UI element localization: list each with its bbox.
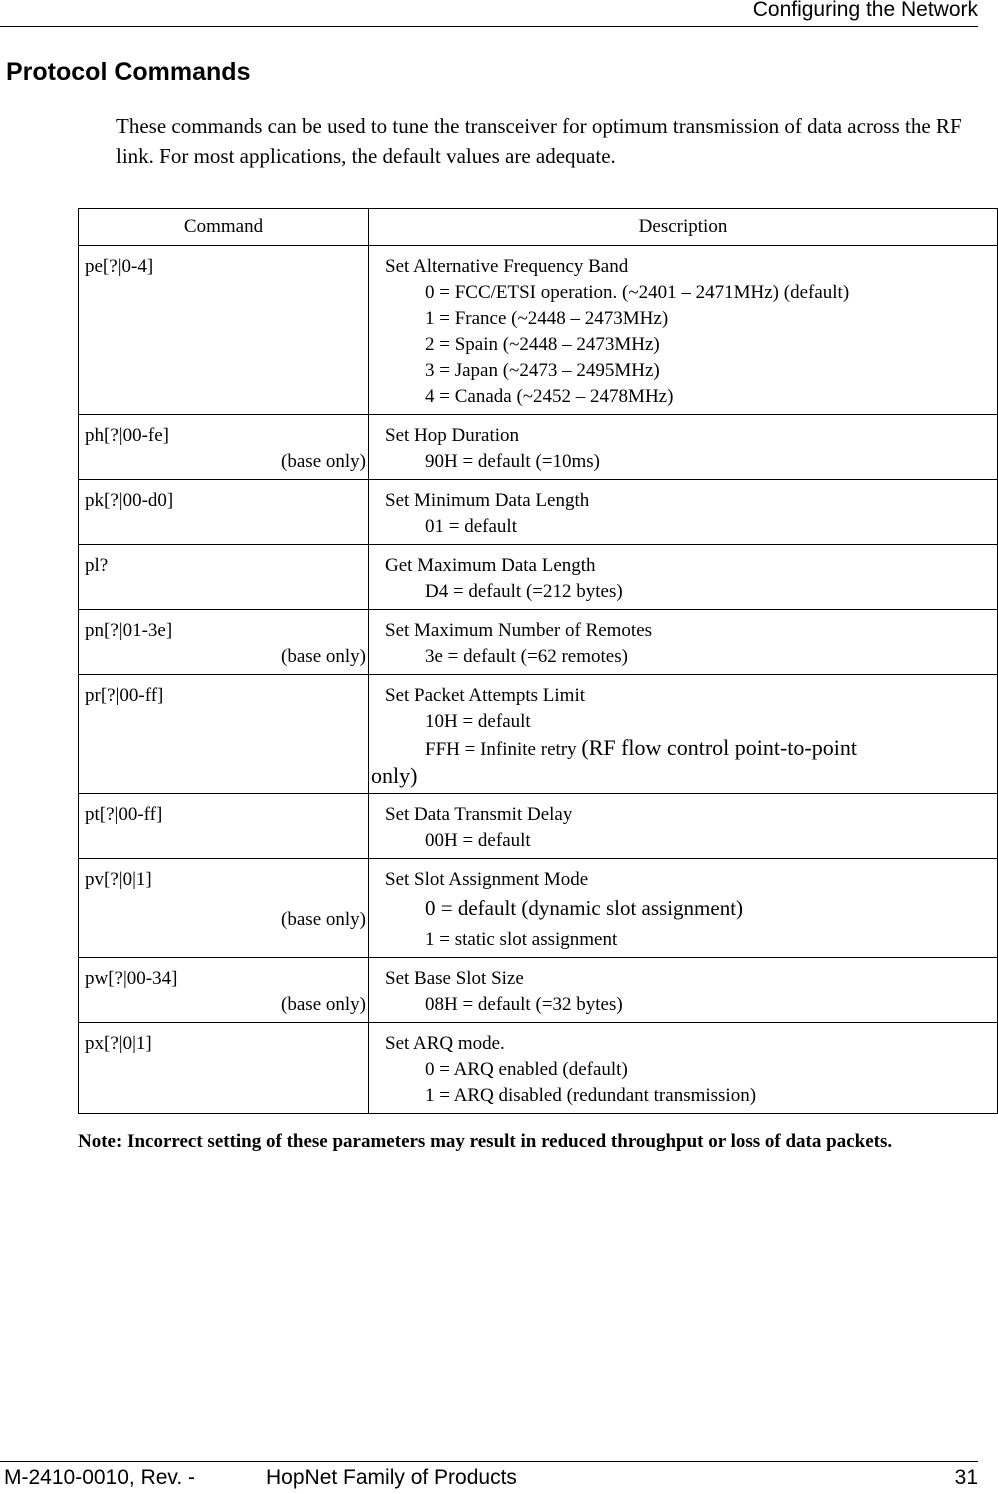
base-only-note: (base only) bbox=[281, 994, 366, 1015]
option-line: 0 = ARQ enabled (default) bbox=[425, 1059, 628, 1080]
command-name: pv[?|0|1] bbox=[85, 869, 152, 890]
description-cell bbox=[369, 610, 998, 675]
description-cell bbox=[369, 675, 998, 794]
description-title: Set Hop Duration bbox=[385, 425, 520, 446]
option-text-large: (RF flow control point-to-point bbox=[581, 735, 857, 760]
command-cell bbox=[79, 859, 369, 958]
option-line: 1 = static slot assignment bbox=[425, 929, 618, 950]
section-title: Protocol Commands bbox=[6, 58, 251, 86]
option-line: 1 = France (~2448 – 2473MHz) bbox=[425, 308, 669, 329]
option-line: D4 = default (=212 bytes) bbox=[425, 581, 623, 602]
document-id: M-2410-0010, Rev. - bbox=[4, 1466, 196, 1489]
command-name: pe[?|0-4] bbox=[85, 256, 154, 277]
command-name: pn[?|01-3e] bbox=[85, 620, 173, 641]
warning-note: Note: Incorrect setting of these parameters may result in reduced throughput or loss of data packets. bbox=[78, 1131, 893, 1152]
table-header-row bbox=[79, 209, 998, 246]
command-name: pl? bbox=[85, 555, 109, 576]
command-cell bbox=[79, 415, 369, 480]
command-cell bbox=[79, 610, 369, 675]
command-cell bbox=[79, 545, 369, 610]
option-line: 3e = default (=62 remotes) bbox=[425, 646, 628, 667]
intro-paragraph: These commands can be used to tune the transceiver for optimum transmission of data across the RF link. For most applications, the default values are adequate. bbox=[116, 114, 962, 168]
option-text: FFH = Infinite retry bbox=[425, 739, 582, 760]
description-title: Set Data Transmit Delay bbox=[385, 804, 573, 825]
description-cell bbox=[369, 415, 998, 480]
description-cell bbox=[369, 859, 998, 958]
option-line: 90H = default (=10ms) bbox=[425, 451, 600, 472]
option-line: 1 = ARQ disabled (redundant transmission) bbox=[425, 1085, 757, 1106]
description-cell bbox=[369, 958, 998, 1023]
description-title: Set Maximum Number of Remotes bbox=[385, 620, 653, 641]
table-row bbox=[79, 246, 998, 415]
footer-rule bbox=[0, 1461, 978, 1462]
table-row bbox=[79, 1023, 998, 1114]
description-cell bbox=[369, 794, 998, 859]
option-line bbox=[385, 735, 991, 763]
command-column-header: Command bbox=[79, 209, 369, 246]
command-name: px[?|0|1] bbox=[85, 1033, 152, 1054]
base-only-note: (base only) bbox=[281, 451, 366, 472]
option-line: 10H = default bbox=[425, 711, 531, 732]
running-header: Configuring the Network bbox=[752, 0, 978, 21]
table-row bbox=[79, 675, 998, 794]
product-name: HopNet Family of Products bbox=[266, 1466, 517, 1489]
description-title: Set Slot Assignment Mode bbox=[385, 869, 589, 890]
command-name: pt[?|00-ff] bbox=[85, 804, 163, 825]
protocol-commands-table bbox=[78, 208, 998, 1114]
base-only-note: (base only) bbox=[281, 909, 366, 930]
page-number: 31 bbox=[954, 1466, 978, 1489]
command-cell bbox=[79, 675, 369, 794]
command-name: pr[?|00-ff] bbox=[85, 685, 164, 706]
description-cell bbox=[369, 545, 998, 610]
description-title: Set Minimum Data Length bbox=[385, 490, 590, 511]
option-line: 4 = Canada (~2452 – 2478MHz) bbox=[425, 386, 674, 407]
command-cell bbox=[79, 794, 369, 859]
command-cell bbox=[79, 958, 369, 1023]
option-line: 01 = default bbox=[425, 516, 517, 537]
option-line: 00H = default bbox=[425, 830, 531, 851]
base-only-note: (base only) bbox=[281, 646, 366, 667]
description-cell bbox=[369, 246, 998, 415]
description-title: Set ARQ mode. bbox=[385, 1033, 505, 1054]
option-line: 2 = Spain (~2448 – 2473MHz) bbox=[425, 334, 660, 355]
command-name: pw[?|00-34] bbox=[85, 968, 178, 989]
option-wrap: only) bbox=[371, 763, 418, 788]
table-row bbox=[79, 859, 998, 958]
option-line: 08H = default (=32 bytes) bbox=[425, 994, 623, 1015]
description-column-header: Description bbox=[369, 209, 998, 246]
option-line: 0 = default (dynamic slot assignment) bbox=[425, 896, 744, 920]
command-cell bbox=[79, 246, 369, 415]
command-name: ph[?|00-fe] bbox=[85, 425, 169, 446]
description-title: Set Packet Attempts Limit bbox=[385, 685, 586, 706]
description-cell bbox=[369, 480, 998, 545]
description-cell bbox=[369, 1023, 998, 1114]
description-title: Set Base Slot Size bbox=[385, 968, 524, 989]
option-line: 0 = FCC/ETSI operation. (~2401 – 2471MHz) (default) bbox=[425, 282, 850, 303]
table-row bbox=[79, 610, 998, 675]
header-rule bbox=[0, 26, 978, 27]
command-cell bbox=[79, 1023, 369, 1114]
command-name: pk[?|00-d0] bbox=[85, 490, 174, 511]
table-row bbox=[79, 958, 998, 1023]
command-cell bbox=[79, 480, 369, 545]
table-row bbox=[79, 794, 998, 859]
description-title: Get Maximum Data Length bbox=[385, 555, 596, 576]
option-line: 3 = Japan (~2473 – 2495MHz) bbox=[425, 360, 660, 381]
table-row bbox=[79, 415, 998, 480]
description-title: Set Alternative Frequency Band bbox=[385, 256, 629, 277]
table-row bbox=[79, 545, 998, 610]
table-row bbox=[79, 480, 998, 545]
